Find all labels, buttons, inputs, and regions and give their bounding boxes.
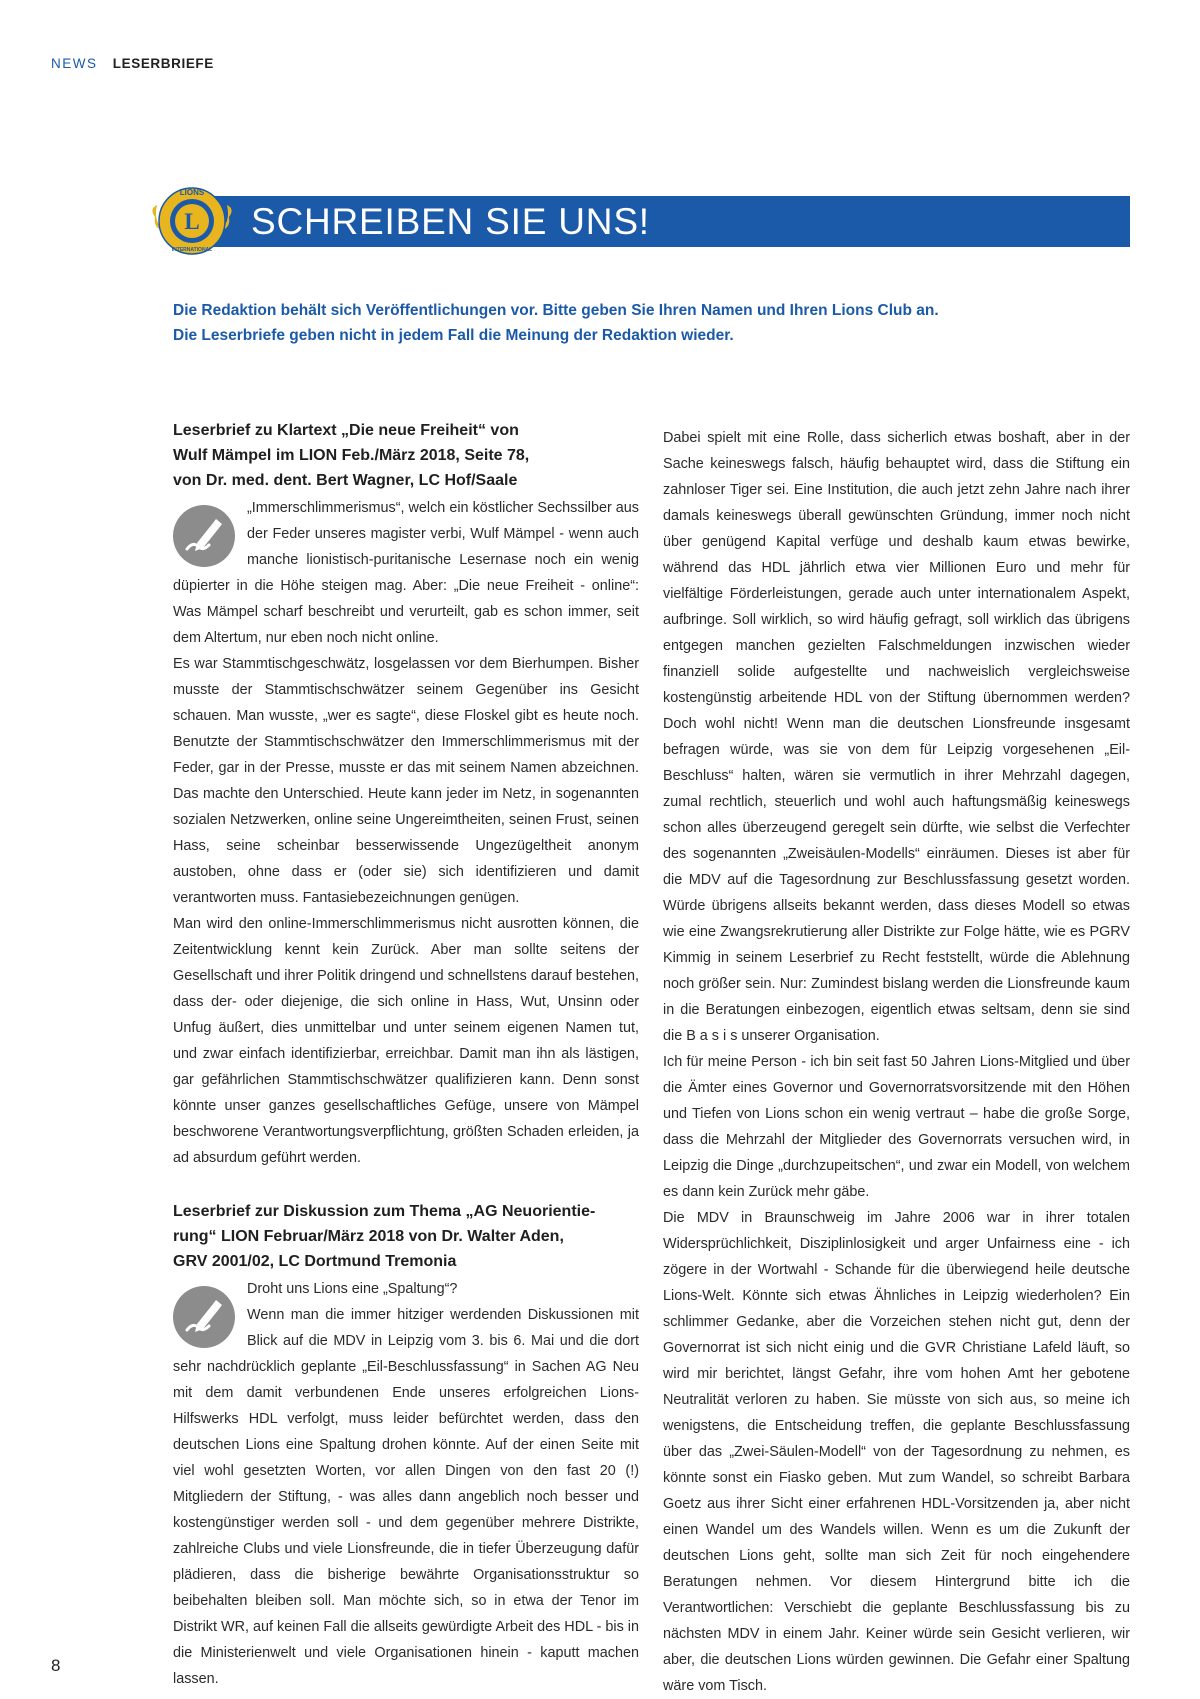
letter-2-paragraph: Wenn man die immer hitziger werdenden Diskussionen mit Blick auf die MDV in Leipzig vom 3. bis 6. Mai und die dort sehr nachdrücklich geplante „Eil-Beschlussfassung“ in Sachen AG Neu mit dem damit verbundenen Ende unseres erfolgreichen Lions-Hilfswerks HDL verfolgt, muss leider befürchtet werden, dass den deutschen Lions eine Spaltung drohen könnte. Auf der einen Seite mit viel wohl gesetzten Worten, vor allen Dingen von den fast 20 (!) Mitgliedern der Stiftung, - was alles dann angeblich noch besser und kostengünstiger werden soll - und dem gegenüber mehrere Distrikte, zahlreiche Clubs und viele Lionsfreunde, die in tiefer Überzeugung dafür plädieren, dass die bisherige bewährte Organisationsstruktur so beibehalten bleiben soll. Man möchte sich, so in etwa der Tenor im Distrikt WR, auf keinen Fall die allseits gewürdigte Arbeit des HDL - bis in die Ministerienwelt und viele Organisationen hinein - kaputt machen lassen. [173,1307,639,1687]
letter-2-body [173,1276,639,1692]
page-number: 8 [51,1656,61,1675]
lions-logo-icon [147,179,237,263]
left-column [173,418,639,1692]
letter-1-heading-line: von Dr. med. dent. Bert Wagner, LC Hof/Saale [173,472,518,489]
svg-text:INTERNATIONAL: INTERNATIONAL [171,247,213,253]
letter-2-heading-line: Leserbrief zur Diskussion zum Thema „AG Neuorientie- [173,1203,596,1220]
title-banner [205,196,1130,247]
right-paragraph: Dabei spielt mit eine Rolle, dass sicherlich etwas boshaft, aber in der Sache keineswegs falsch, häufig behauptet wird, dass die Stiftung ein zahnloser Tiger sei. Eine Institution, die auch jetzt zehn Jahre nach ihrer damals keineswegs überall gewünschten Gründung, immer noch nicht über genügend Kapital verfüge und deshalb kaum etwas bewirke, während das HDL jährlich etwa vier Millionen Euro und mehr für vielfältige Förderleistungen, gerade auch unter internationalem Aspekt, aufbringe. Soll wirklich, so wird häufig gefragt, soll wirklich das übrigens entgegen manchen gezielten Falschmeldungen inzwischen wieder finanziell solide aufgestellte und nachweislich vergleichsweise kostengünstig arbeitende HDL von der Stiftung übernommen werden? Doch wohl nicht! Wenn man die deutschen Lionsfreunde insgesamt befragen würde, was sie von dem für Leipzig vorgesehenen „Eil-Beschluss“ halten, wären sie vermutlich in ihrer Mehrzahl dagegen, zumal rechtlich, steuerlich und wohl auch haftungsmäßig keineswegs schon alles überzeugend geregelt sein dürfte, wie selbst die Verfechter des sogenannten „Zweisäulen-Modells“ einräumen. Dieses ist aber für die MDV auf die Tagesordnung zur Beschlussfassung gesetzt worden. Würde übrigens allseits bekannt werden, dass dieses Modell so etwas wie eine Zwangsrekrutierung aller Distrikte zur Folge hätte, wie es PGRV Kimmig in seinem Leserbrief zu Recht feststellt, würde die Ablehnung noch größer sein. Nur: Zumindest bislang werden die Lionsfreunde kaum in die Beratungen einbezogen, eigentlich etwas seltsam, denn sie sind die B a s i s unserer Organisation. [663,430,1130,1044]
notice-line-2: Die Leserbriefe geben nicht in jedem Fall die Meinung der Redaktion wieder. [173,327,734,344]
svg-text:L: L [184,209,200,234]
letter-1-heading-line: Wulf Mämpel im LION Feb./März 2018, Seite 78, [173,447,530,464]
right-paragraph: Ich für meine Person - ich bin seit fast 50 Jahren Lions-Mitglied und über die Ämter eines Governor und Governorratsvorsitzende mit den Höhen und Tiefen von Lions schon ein wenig vertraut – habe die große Sorge, dass die Mehrzahl der Mitglieder des Governorrats versuchen wird, in Leipzig die Dinge „durchzupeitschen“, und zwar ein Modell, von welchem es dann kein Zurück mehr gäbe. [663,1054,1130,1200]
svg-text:LIONS: LIONS [179,188,205,197]
letter-2 [173,1199,639,1692]
letter-1-heading [173,418,639,493]
right-column [663,425,1130,1699]
editorial-notice [173,298,1133,348]
letter-1-paragraph: „Immerschlimmerismus“, welch ein köstlicher Sechssilber aus der Feder unseres magister verbi, Wulf Mämpel - wenn auch manche lionistisch-puritanische Lesernase noch ein wenig düpierter in die Höhe steigen mag. Aber: „Die neue Freiheit - online“: Was Mämpel scharf beschreibt und verurteilt, gab es schon immer, seit dem Altertum, nur eben noch nicht online. [173,500,639,646]
section-header [51,56,214,71]
letter-2-heading-line: rung“ LION Februar/März 2018 von Dr. Walter Aden, [173,1228,564,1245]
letter-2-paragraph: Droht uns Lions eine „Spaltung“? [247,1281,458,1297]
letter-1-body [173,495,639,1171]
letter-1 [173,418,639,1171]
letter-2-heading-line: GRV 2001/02, LC Dortmund Tremonia [173,1253,457,1270]
category-label: LESERBRIEFE [112,56,214,71]
pen-writing-icon [173,1286,235,1348]
right-paragraph: Die MDV in Braunschweig im Jahre 2006 war in ihrer totalen Widersprüchlichkeit, Disziplinlosigkeit und arger Unfairness eine - ich zögere in der Wortwahl - Schande für die überwiegend heile deutsche Lions-Welt. Könnte sich etwas Ähnliches in Leipzig wiederholen? Ein schlimmer Gedanke, aber die Vorzeichen stehen nicht gut, denn der Governorrat ist sich nicht einig und die GVR Christiane Lafeld läuft, so wird mir berichtet, längst Gefahr, ihre vom hohen Amt her gebotene Neutralität verloren zu haben. Sie müsste von sich aus, so meine ich wenigstens, die Entscheidung treffen, die geplante Beschlussfassung über das „Zwei-Säulen-Modell“ von der Tagesordnung zu nehmen, es könnte sonst ein Fiasko geben. Mut zum Wandel, so schreibt Barbara Goetz aus ihrer Sicht einer erfahrenen HDL-Vorsitzenden ja, aber nicht einen Wandel um des Wandels willen. Wenn es um die Zukunft der deutschen Lions geht, sollte man sich Zeit für noch eingehendere Beratungen nehmen. Vor diesem Hintergrund bitte ich die Verantwortlichen: Verschiebt die geplante Beschlussfassung bis zu nächsten MDV in einem Jahr. Keiner würde sein Gesicht verlieren, wir aber, die deutschen Lions würden gewinnen. Die Gefahr einer Spaltung wäre vom Tisch. [663,1210,1130,1694]
section-label: NEWS [51,56,98,71]
letter-2-heading [173,1199,639,1274]
letter-1-paragraph: Es war Stammtischgeschwätz, losgelassen vor dem Bierhumpen. Bisher musste der Stammtischschwätzer seinem Gegenüber ins Gesicht schauen. Man wusste, „wer es sagte“, diese Floskel gibt es heute noch. Benutzte der Stammtischschwätzer den Immerschlimmerismus mit der Feder, gar in der Presse, musste er das mit seinem Namen abzeichnen. Das machte den Unterschied. Heute kann jeder im Netz, in sogenannten sozialen Netzwerken, online seine Ungereimtheiten, seinen Frust, seinen Hass, seine scheinbar besserwissende Ungezügeltheit anonym austoben, ohne dass er (oder sie) sich identifizieren und damit verantworten muss. Fantasiebezeichnungen genügen. [173,656,639,906]
letter-1-paragraph: Man wird den online-Immerschlimmerismus nicht ausrotten können, die Zeitentwicklung kennt kein Zurück. Aber man sollte seitens der Gesellschaft und ihrer Politik dringend und schnellstens darauf bestehen, dass der- oder diejenige, die sich online in Hass, Wut, Unsinn oder Unfug äußert, dies unmittelbar und unter seinem eigenen Namen tut, und zwar einfach identifizierbar, erreichbar. Damit man ihn als lästigen, gar gefährlichen Stammtischschwätzer qualifizieren kann. Denn sonst könnte unser ganzes gesellschaftliches Gefüge, unsere von Mämpel beschworene Verantwortungsverpflichtung, größten Schaden erleiden, ja ad absurdum geführt werden. [173,916,639,1166]
pen-writing-icon [173,505,235,567]
letter-1-heading-line: Leserbrief zu Klartext „Die neue Freiheit“ von [173,422,519,439]
banner-title: SCHREIBEN SIE UNS! [251,201,650,242]
notice-line-1: Die Redaktion behält sich Veröffentlichungen vor. Bitte geben Sie Ihren Namen und Ihren Lions Club an. [173,302,939,319]
